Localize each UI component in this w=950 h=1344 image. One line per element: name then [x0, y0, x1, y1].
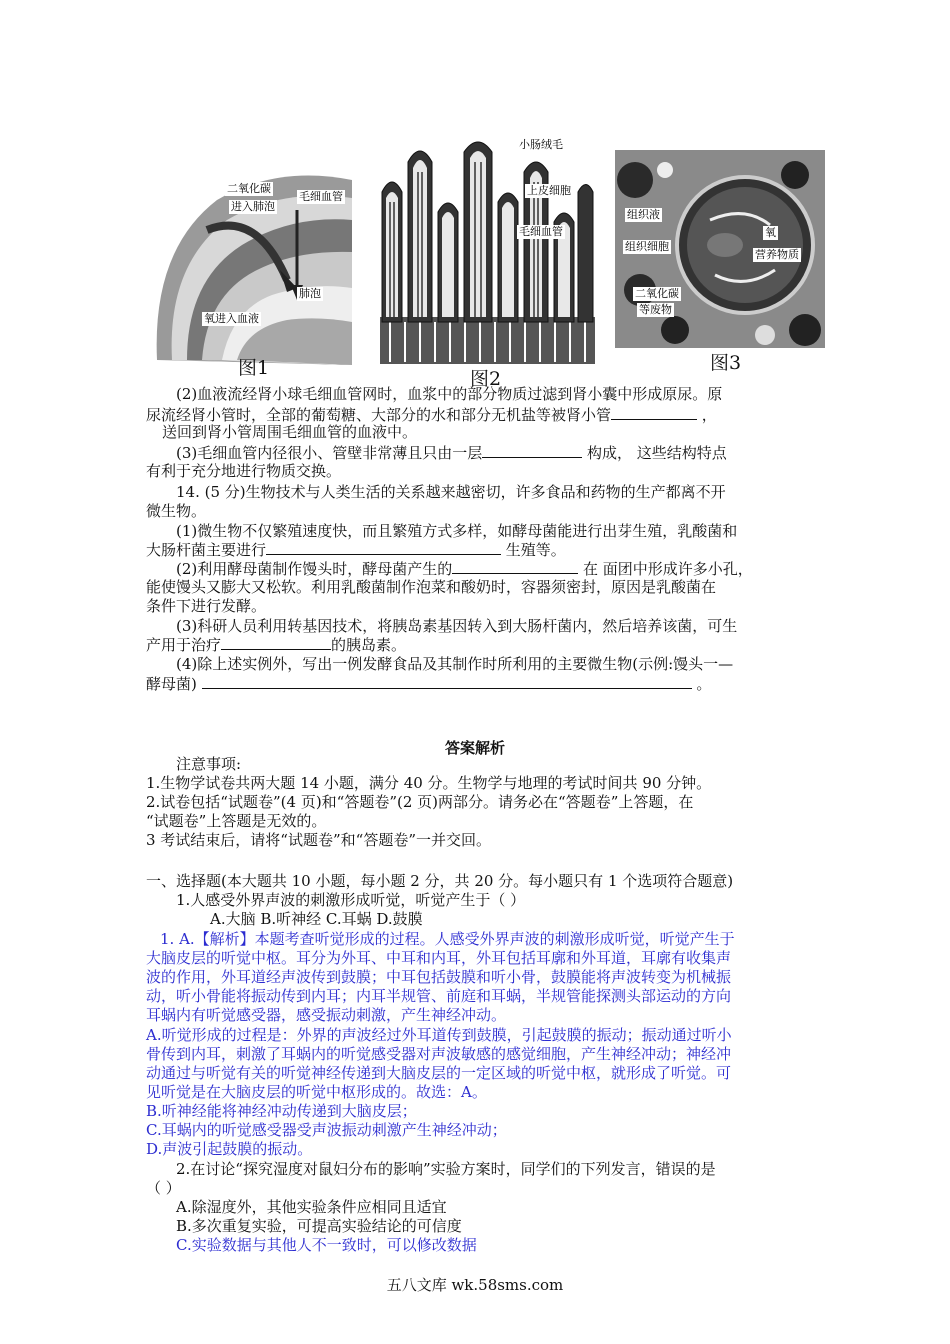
figure-2 [380, 132, 595, 364]
fig2-label-epithelial-cell: 上皮细胞 [527, 184, 571, 197]
figure-3 [615, 150, 825, 348]
q2-option-c: C.实验数据与其他人不一致时，可以修改数据 [176, 1236, 477, 1254]
answer-blank[interactable] [221, 635, 331, 650]
q13-part2-punct: ， [701, 406, 717, 424]
fig2-caption: 图2 [470, 368, 502, 390]
q2-stem-line1: 2.在讨论“探究湿度对鼠妇分布的影响”实验方案时，同学们的下列发言，错误的是 [176, 1160, 716, 1178]
fig3-label-tissue-fluid: 组织液 [627, 208, 660, 221]
fig3-label-waste: 等废物 [639, 303, 672, 316]
note-2a: 2.试卷包括“试题卷”(4 页)和“答题卷”(2 页)两部分。请务必在“答题卷”上答题，在 [146, 793, 694, 811]
a1-line3: 波的作用，外耳道经声波传到鼓膜；中耳包括鼓膜和听小骨，鼓膜能将声波转变为机械振 [146, 968, 732, 986]
q14-part1-text: 大肠杆菌主要进行 [146, 541, 267, 559]
q13-part2-text: 尿流经肾小管时，全部的葡萄糖、大部分的水和部分无机盐等被肾小管 [146, 406, 612, 424]
fig3-label-oxygen: 氧 [765, 226, 776, 239]
fig3-label-co2: 二氧化碳 [635, 287, 679, 300]
q14-part1-line2 [146, 540, 806, 559]
q14-part3-text2: 的胰岛素。 [331, 636, 407, 654]
a1-line12: D.声波引起鼓膜的振动。 [146, 1140, 313, 1158]
q14-part3-text: 产用于治疗 [146, 636, 222, 654]
q14-part1-text2: 生殖等。 [505, 541, 566, 559]
q13-part3-text: (3)毛细血管内径很小、管壁非常薄且只由一层 [176, 444, 483, 462]
a1-line2: 大脑皮层的听觉中枢。耳分为外耳、中耳和内耳，外耳包括耳廓和外耳道，耳廓有收集声 [146, 949, 732, 967]
q14-part4-punct: 。 [696, 675, 712, 693]
q14-part4-line1: (4)除上述实例外，写出一例发酵食品及其制作时所利用的主要微生物(示例:馒头一— [176, 655, 734, 673]
q14-part4-line2 [146, 674, 806, 693]
fig2-label-capillary: 毛细血管 [519, 225, 563, 238]
a1-line10: B.听神经能将神经冲动传递到大脑皮层； [146, 1102, 417, 1120]
figure-1 [147, 170, 355, 365]
q2-option-a: A.除湿度外，其他实验条件应相同且适宜 [176, 1198, 447, 1216]
note-2b: “试题卷”上答题是无效的。 [146, 812, 327, 830]
a1-line8: 动通过与听觉有关的听觉神经传递到大脑皮层的一定区域的听觉中枢，就形成了听觉。可 [146, 1064, 732, 1082]
note-1: 1.生物学试卷共两大题 14 小题，满分 40 分。生物学与地理的考试时间共 90 分钟。 [146, 774, 712, 792]
q14-part3-line1: (3)科研人员利用转基因技术，将胰岛素基因转入到大肠杆菌内，然后培养该菌，可生 [176, 617, 738, 635]
notes-title: 注意事项: [176, 755, 242, 773]
q14-part2-line1 [176, 559, 836, 578]
q13-part3-text2: 构成， 这些结构特点 [587, 444, 727, 462]
note-3: 3 考试结束后，请将“试题卷”和“答题卷”一并交回。 [146, 831, 491, 849]
q14-part2-text: (2)利用酵母菌制作馒头时，酵母菌产生的 [176, 560, 453, 578]
page-footer: 五八文库 wk.58sms.com [386, 1276, 564, 1294]
fig3-label-nutrients: 营养物质 [755, 248, 799, 261]
answers-title: 答案解析 [444, 739, 505, 757]
fig1-label-co2: 二氧化碳 [227, 182, 271, 195]
fig1-caption: 图1 [238, 357, 270, 379]
answer-blank[interactable] [266, 540, 501, 555]
villi-illustration [380, 132, 595, 364]
fig1-label-into-alveolus: 进入肺泡 [231, 200, 275, 213]
a1-line11: C.耳蜗内的听觉感受器受声波振动刺激产生神经冲动； [146, 1121, 507, 1139]
a1-line9: 见听觉是在大脑皮层的听觉中枢形成的。故选：A。 [146, 1083, 487, 1101]
q13-part2-line3: 送回到肾小管周围毛细血管的血液中。 [162, 423, 418, 441]
a1-line4: 动，听小骨能将振动传到内耳；内耳半规管、前庭和耳蜗，半规管能探测头部运动的方向 [146, 987, 732, 1005]
section-1-heading: 一、选择题(本大题共 10 小题，每小题 2 分，共 20 分。每小题只有 1 个选项符合题意) [146, 872, 734, 890]
q14-stem-line2: 微生物。 [146, 502, 207, 520]
q13-part3-line1 [176, 443, 836, 462]
fig1-label-oxygen-into-blood: 氧进入血液 [204, 312, 259, 325]
q14-part3-line2 [146, 635, 806, 654]
q14-part1-line1: (1)微生物不仅繁殖速度快，而且繁殖方式多样，如酵母菌能进行出芽生殖，乳酸菌和 [176, 522, 738, 540]
fig3-caption: 图3 [710, 352, 742, 374]
q14-part2-line3: 条件下进行发酵。 [146, 597, 267, 615]
fig1-label-capillary: 毛细血管 [299, 190, 343, 203]
a1-line5: 耳蜗内有听觉感受器，感受振动刺激，产生神经冲动。 [146, 1006, 507, 1024]
q13-part2-line1: (2)血液流经肾小球毛细血管网时，血浆中的部分物质过滤到肾小囊中形成原尿。原 [176, 385, 723, 403]
answer-blank[interactable] [452, 559, 578, 574]
q14-stem-line1: 14. (5 分)生物技术与人类生活的关系越来越密切，许多食品和药物的生产都离不开 [176, 483, 726, 501]
q13-part3-line2: 有利于充分地进行物质交换。 [146, 462, 342, 480]
answer-blank[interactable] [202, 674, 692, 689]
q14-part2-line2: 能使馒头又膨大又松软。利用乳酸菌制作泡菜和酸奶时，容器须密封，原因是乳酸菌在 [146, 578, 717, 596]
q1-stem: 1.人感受外界声波的刺激形成听觉，听觉产生于（ ） [176, 891, 526, 909]
q2-stem-line2: （ ） [146, 1179, 181, 1197]
answer-blank[interactable] [611, 405, 697, 420]
fig2-label-villus: 小肠绒毛 [519, 138, 563, 151]
fig3-label-tissue-cell: 组织细胞 [625, 240, 669, 253]
answer-blank[interactable] [482, 443, 582, 458]
q2-option-b: B.多次重复实验，可提高实验结论的可信度 [176, 1217, 462, 1235]
a1-line1: 1. A.【解析】本题考查听觉形成的过程。人感受外界声波的刺激形成听觉，听觉产生于 [160, 930, 735, 948]
q14-part2-text2: 在 面团中形成许多小孔， [583, 560, 753, 578]
a1-line7: 骨传到内耳，刺激了耳蜗内的听觉感受器对声波敏感的感觉细胞，产生神经冲动；神经冲 [146, 1045, 732, 1063]
q14-part4-text: 酵母菌) [146, 675, 197, 693]
q13-part2-line2 [146, 405, 806, 424]
q1-options: A.大脑 B.听神经 C.耳蜗 D.鼓膜 [210, 910, 423, 928]
fig1-label-alveolus: 肺泡 [299, 287, 321, 300]
a1-line6: A.听觉形成的过程是：外界的声波经过外耳道传到鼓膜，引起鼓膜的振动；振动通过听小 [146, 1026, 732, 1044]
